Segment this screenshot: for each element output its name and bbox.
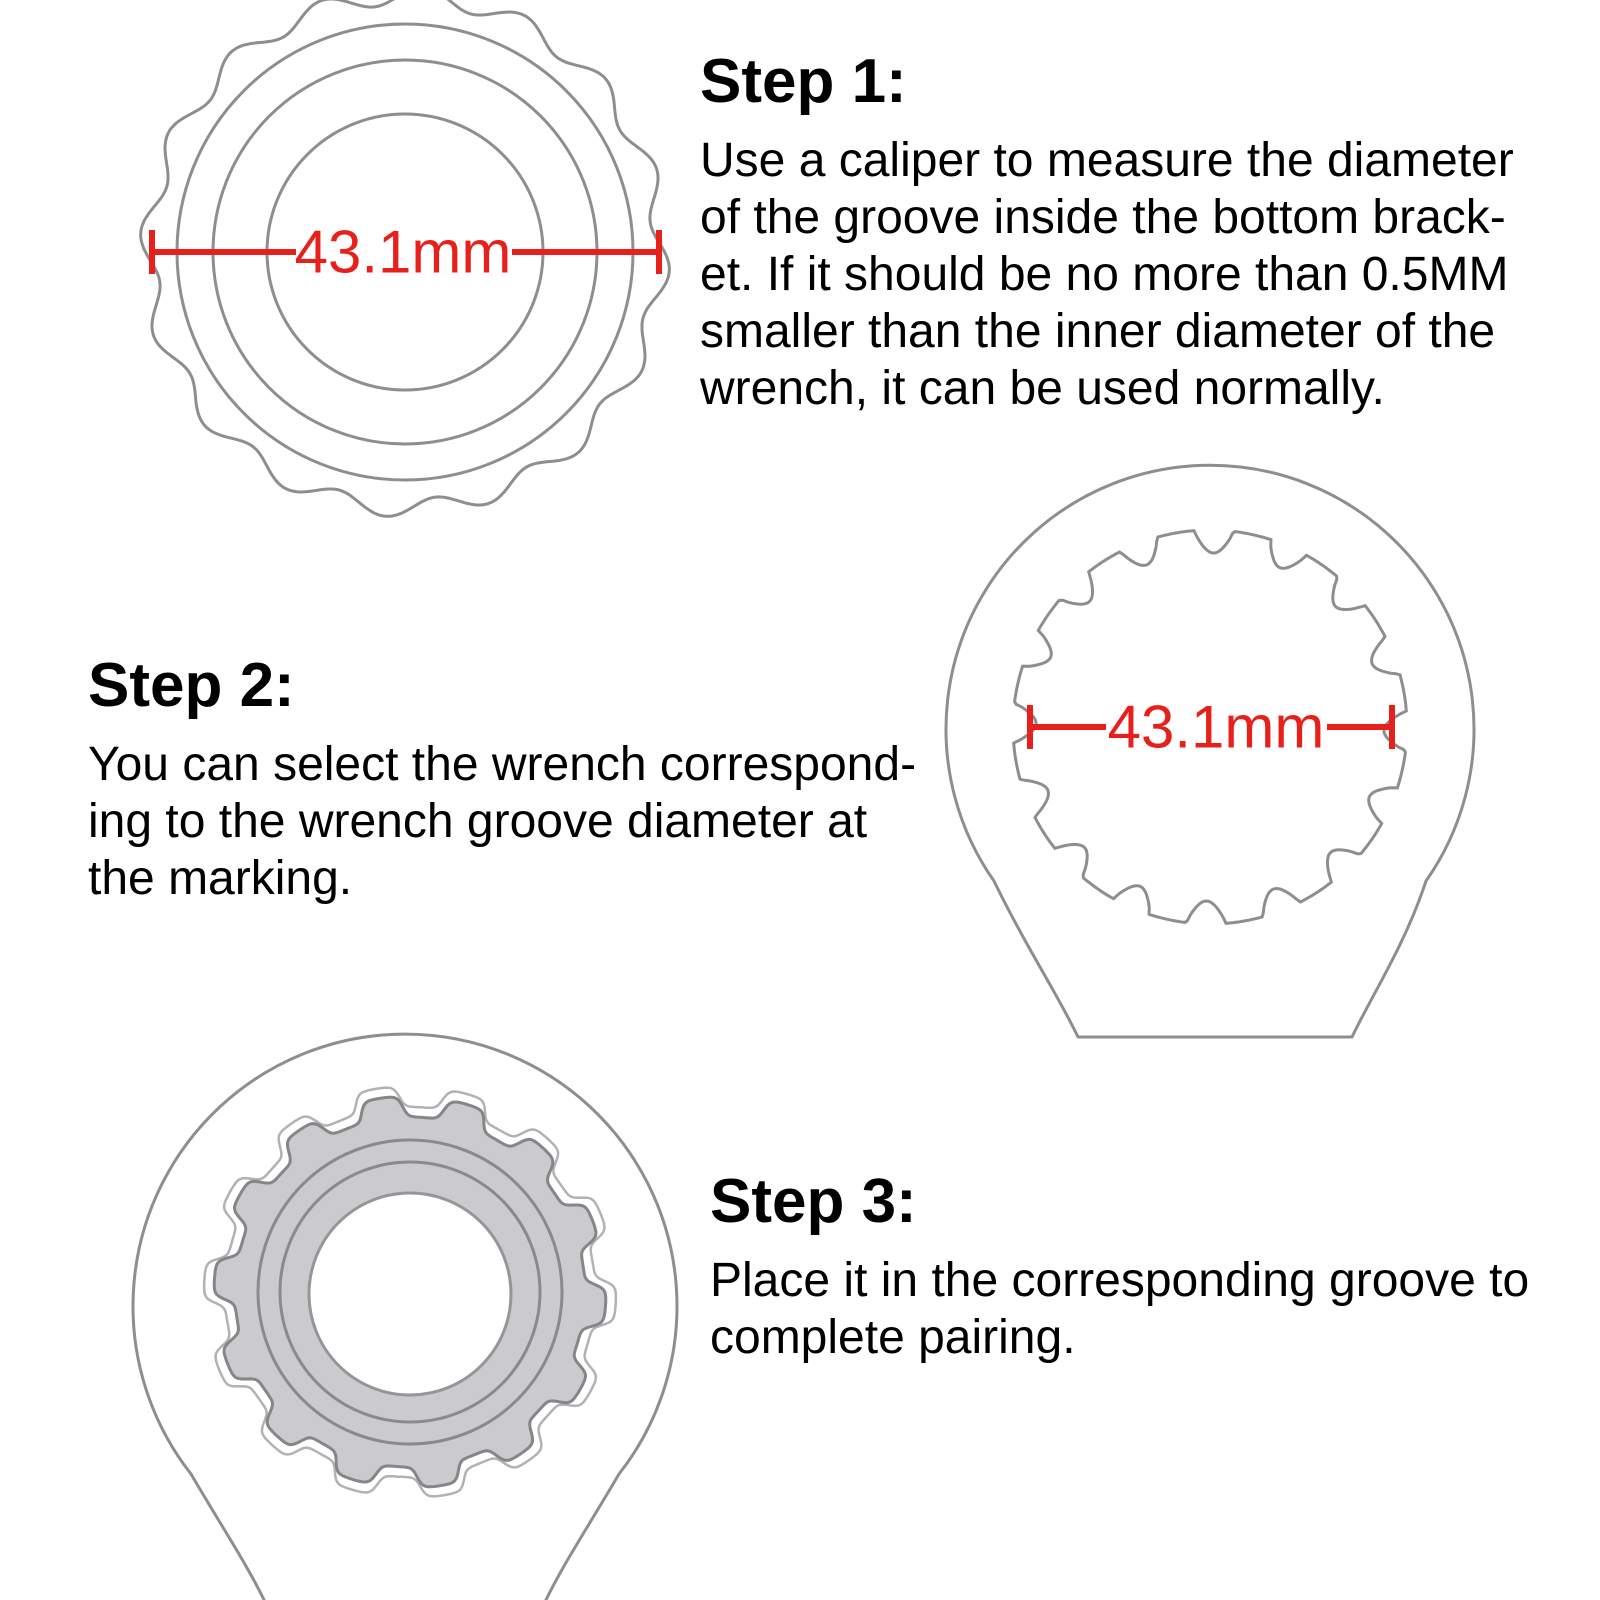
wrench-engaged-on-cup-figure xyxy=(133,1034,677,1600)
step-2-title: Step 2: xyxy=(88,651,295,720)
step-1-line: Use a caliper to measure the diameter xyxy=(700,134,1514,188)
step-2-line: the marking. xyxy=(88,852,353,906)
step-1-line: of the groove inside the bottom brack- xyxy=(700,191,1506,245)
step-2-line: ing to the wrench groove diameter at xyxy=(88,795,868,849)
step-3-title: Step 3: xyxy=(710,1167,917,1236)
step-1-section xyxy=(700,48,1514,417)
step-1-title: Step 1: xyxy=(700,47,907,116)
step-2-section xyxy=(88,652,916,907)
step-3-body xyxy=(710,1252,1529,1366)
step-3-line: Place it in the corresponding groove to xyxy=(710,1254,1530,1308)
step-1-line: et. If it should be no more than 0.5MM xyxy=(700,248,1509,302)
step-1-line: wrench, it can be used normally. xyxy=(700,362,1385,416)
step-2-body xyxy=(88,736,916,907)
step-1-line: smaller than the inner diameter of the xyxy=(700,305,1496,359)
step-3-line: complete pairing. xyxy=(710,1311,1076,1365)
step-1-body xyxy=(700,132,1514,417)
step-3-section xyxy=(710,1168,1529,1366)
lockring-center-hole xyxy=(309,1193,511,1395)
step-2-line: You can select the wrench correspond- xyxy=(88,738,917,792)
cup-diameter-label: 43.1mm xyxy=(294,218,512,286)
wrench-diameter-label: 43.1mm xyxy=(1107,693,1325,761)
